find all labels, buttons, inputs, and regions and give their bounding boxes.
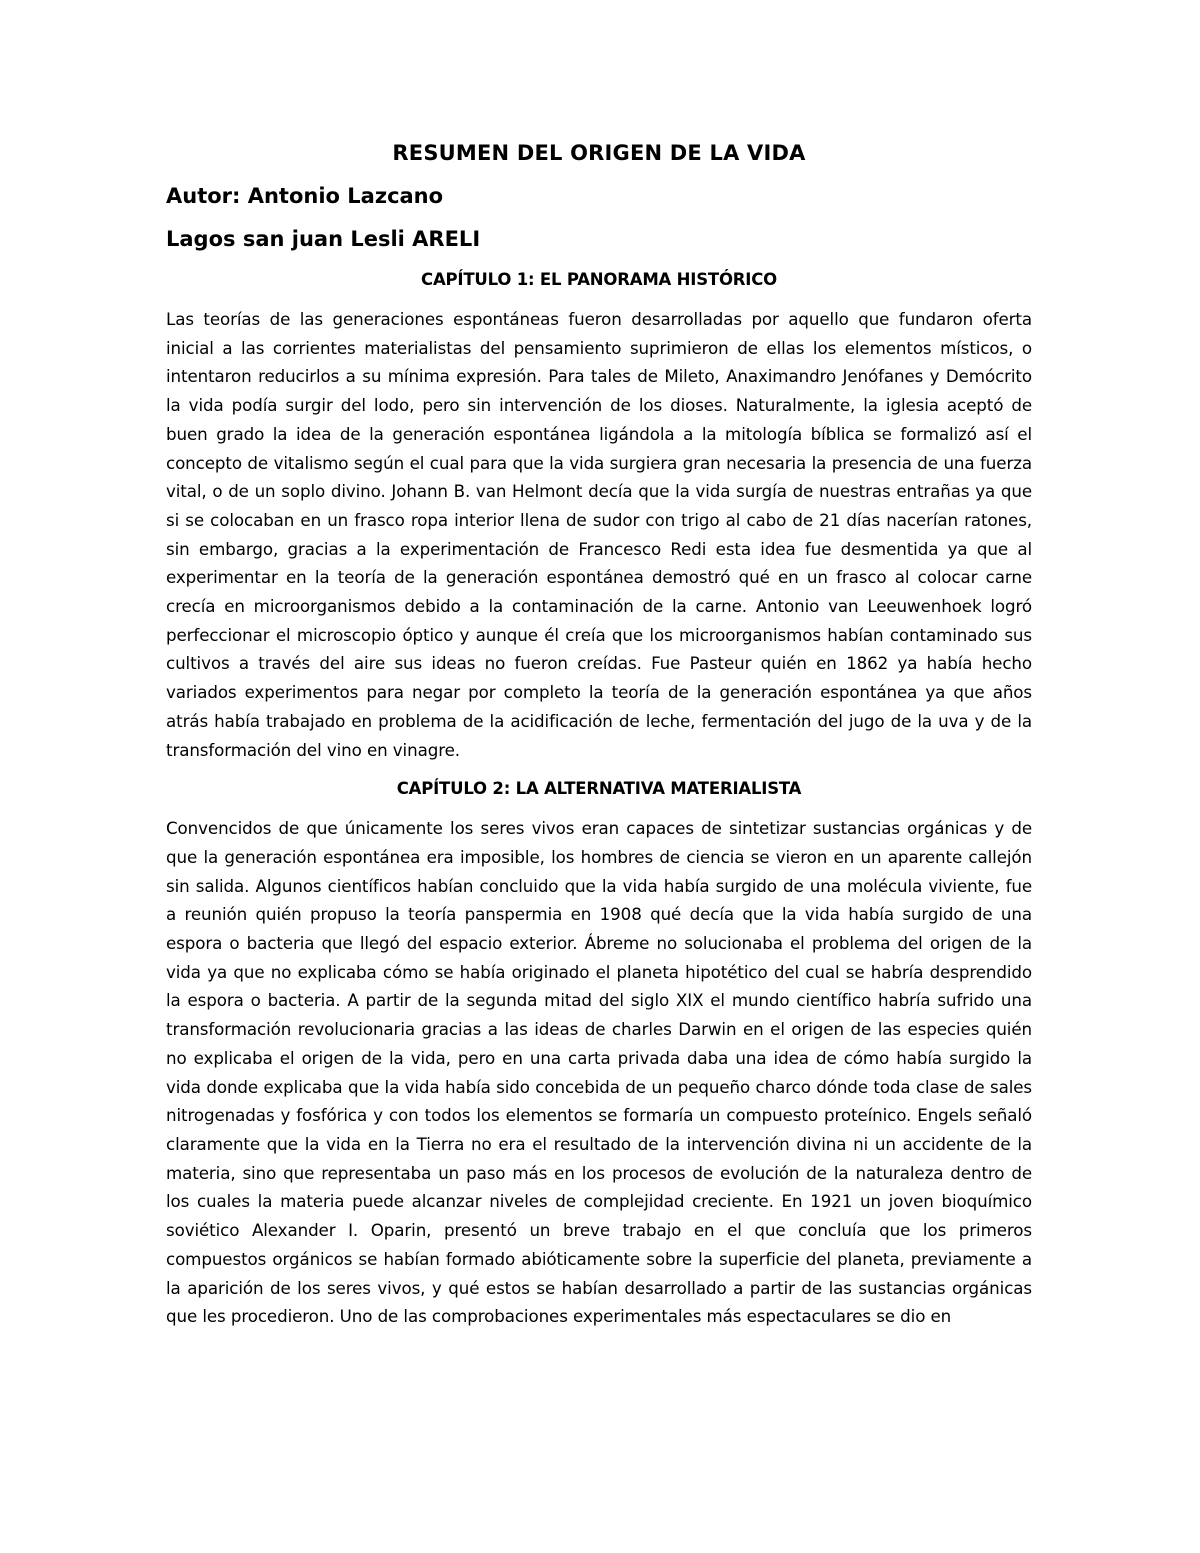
chapter-2-paragraph: Convencidos de que únicamente los seres vivos eran capaces de sintetizar sustancias orgánicas y de que la generación espontánea era imposible, los hombres de ciencia se vieron en un aparente callejón sin salida. Algunos científicos habían concluido que la vida había surgido de una molécula viviente, fue a reunión quién propuso la teoría panspermia en 1908 qué decía que la vida había surgido de una espora o bacteria que llegó del espacio exterior. Ábreme no solucionaba el problema del origen de la vida ya que no explicaba cómo se había originado el planeta hipotético del cual se habría desprendido la espora o bacteria. A partir de la segunda mitad del siglo XIX el mundo científico habría sufrido una transformación revolucionaria gracias a las ideas de charles Darwin en el origen de las especies quién no explicaba el origen de la vida, pero en una carta privada daba una idea de cómo había surgido la vida donde explicaba que la vida había sido concebida de un pequeño charco dónde toda clase de sales nitrogenadas y fosfórica y con todos los elementos se formaría un compuesto proteínico. Engels señaló claramente que la vida en la Tierra no era el resultado de la intervención divina ni un accidente de la materia, sino que representaba un paso más en los procesos de evolución de la naturaleza dentro de los cuales la materia puede alcanzar niveles de complejidad creciente. En 1921 un joven bioquímico soviético Alexander I. Oparin, presentó un breve trabajo en el que concluía que los primeros compuestos orgánicos se habían formado abióticamente sobre la superficie del planeta, previamente a la aparición de los seres vivos, y qué estos se habían desarrollado a partir de las sustancias orgánicas que les procedieron. Uno de las comprobaciones experimentales más espectaculares se dio en: [166, 818, 1032, 1327]
chapter-1-heading: CAPÍTULO 1: EL PANORAMA HISTÓRICO: [421, 270, 777, 289]
document-title: RESUMEN DEL ORIGEN DE LA VIDA: [392, 141, 806, 165]
chapter-1-paragraph: Las teorías de las generaciones espontáneas fueron desarrolladas por aquello que fundaron oferta inicial a las corrientes materialistas del pensamiento suprimieron de ellas los elementos místicos, o intentaron reducirlos a su mínima expresión. Para tales de Mileto, Anaximandro Jenófanes y Demócrito la vida podía surgir del lodo, pero sin intervención de los dioses. Naturalmente, la iglesia aceptó de buen grado la idea de la generación espontánea ligándola a la mitología bíblica se formalizó así el concepto de vitalismo según el cual para que la vida surgiera gran necesaria la presencia de una fuerza vital, o de un soplo divino. Johann B. van Helmont decía que la vida surgía de nuestras entrañas ya que si se colocaban en un frasco ropa interior llena de sudor con trigo al cabo de 21 días nacerían ratones, sin embargo, gracias a la experimentación de Francesco Redi esta idea fue desmentida ya que al experimentar en la teoría de la generación espontánea demostró qué en un frasco al colocar carne crecía en microorganismos debido a la contaminación de la carne. Antonio van Leeuwenhoek logró perfeccionar el microscopio óptico y aunque él creía que los microorganismos habían contaminado sus cultivos a través del aire sus ideas no fueron creídas. Fue Pasteur quién en 1862 ya había hecho variados experimentos para negar por completo la teoría de la generación espontánea ya que años atrás había trabajado en problema de la acidificación de leche, fermentación del jugo de la uva y de la transformación del vino en vinagre.: [166, 309, 1032, 760]
author-line: Autor: Antonio Lazcano: [166, 184, 444, 208]
student-line: Lagos san juan Lesli ARELI: [166, 227, 481, 251]
chapter-2-heading: CAPÍTULO 2: LA ALTERNATIVA MATERIALISTA: [396, 779, 802, 799]
document-page: [166, 138, 1032, 1343]
